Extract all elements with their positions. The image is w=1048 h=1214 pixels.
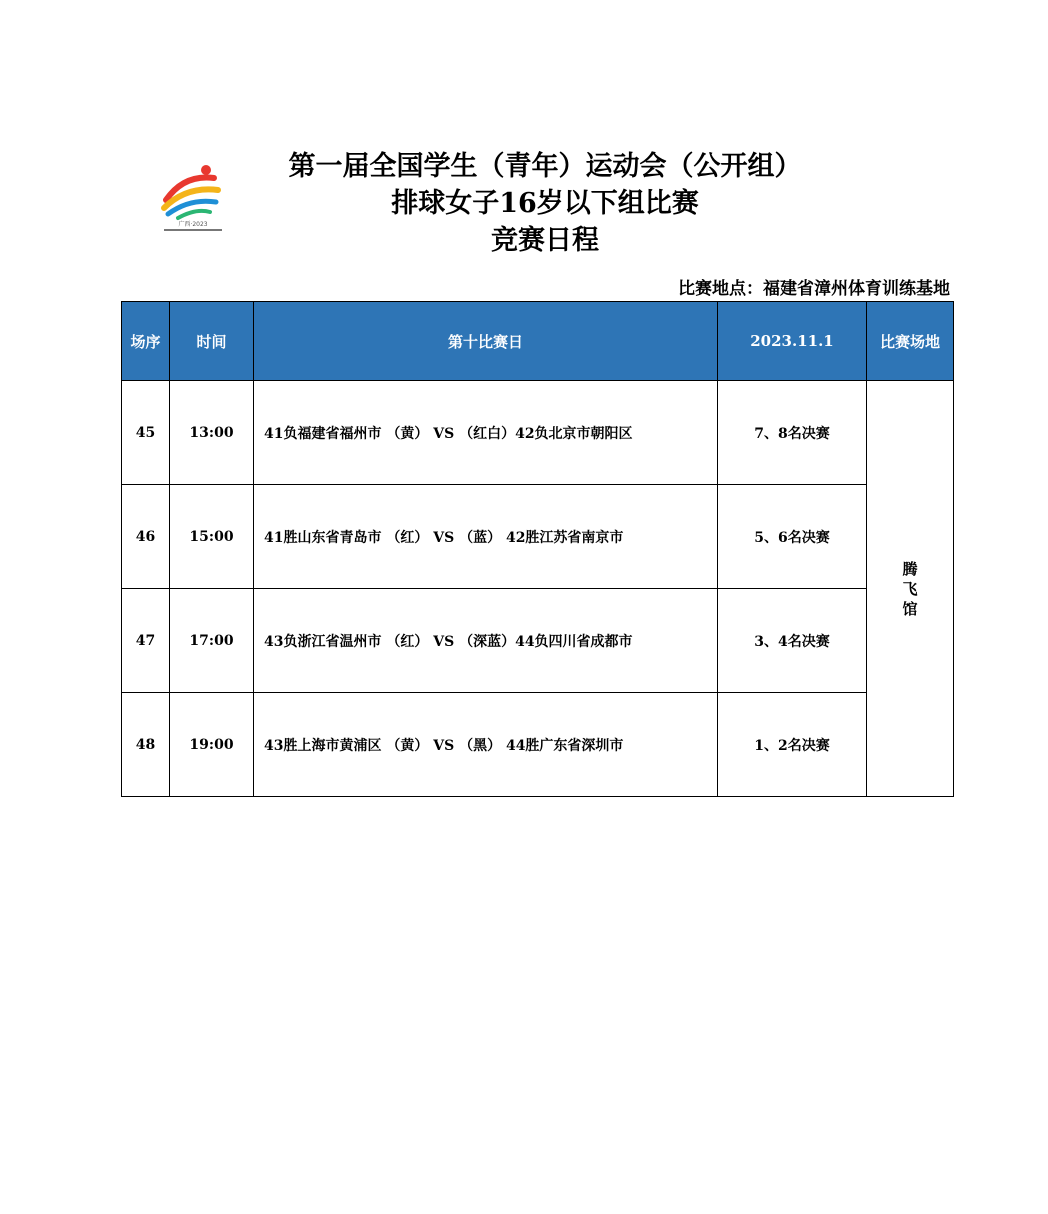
table-row	[122, 589, 954, 693]
header-time: 时间	[170, 302, 254, 381]
match-time: 15:00	[170, 485, 254, 589]
match-no: 48	[122, 693, 170, 797]
match-stage: 1、2名决赛	[718, 693, 867, 797]
table-row	[122, 381, 954, 485]
match-stage: 7、8名决赛	[718, 381, 867, 485]
table-row	[122, 693, 954, 797]
table-header-row	[122, 302, 954, 381]
match-teams: 41胜山东省青岛市 （红） VS （蓝） 42胜江苏省南京市	[254, 485, 718, 589]
title-line-1: 第一届全国学生（青年）运动会（公开组）	[288, 151, 802, 182]
document-title	[200, 148, 890, 259]
logo-caption: 广西·2023	[178, 221, 208, 228]
match-no: 46	[122, 485, 170, 589]
match-teams: 43负浙江省温州市 （红） VS （深蓝）44负四川省成都市	[254, 589, 718, 693]
match-no: 45	[122, 381, 170, 485]
match-time: 13:00	[170, 381, 254, 485]
match-stage: 3、4名决赛	[718, 589, 867, 693]
match-no: 47	[122, 589, 170, 693]
match-stage: 5、6名决赛	[718, 485, 867, 589]
schedule-table	[121, 301, 954, 797]
match-time: 17:00	[170, 589, 254, 693]
match-time: 19:00	[170, 693, 254, 797]
header-day: 第十比赛日	[254, 302, 718, 381]
match-teams: 41负福建省福州市 （黄） VS （红白）42负北京市朝阳区	[254, 381, 718, 485]
header-no: 场序	[122, 302, 170, 381]
header-hall: 比赛场地	[867, 302, 954, 381]
venue-label: 比赛地点：福建省漳州体育训练基地	[678, 279, 950, 299]
hall-cell	[867, 381, 954, 797]
match-teams: 43胜上海市黄浦区 （黄） VS （黑） 44胜广东省深圳市	[254, 693, 718, 797]
hall-name: 腾飞馆	[902, 559, 918, 618]
title-line-3: 竞赛日程	[491, 225, 599, 256]
header-date: 2023.11.1	[718, 302, 867, 381]
table-row	[122, 485, 954, 589]
title-line-2: 排球女子16岁以下组比赛	[391, 188, 699, 219]
